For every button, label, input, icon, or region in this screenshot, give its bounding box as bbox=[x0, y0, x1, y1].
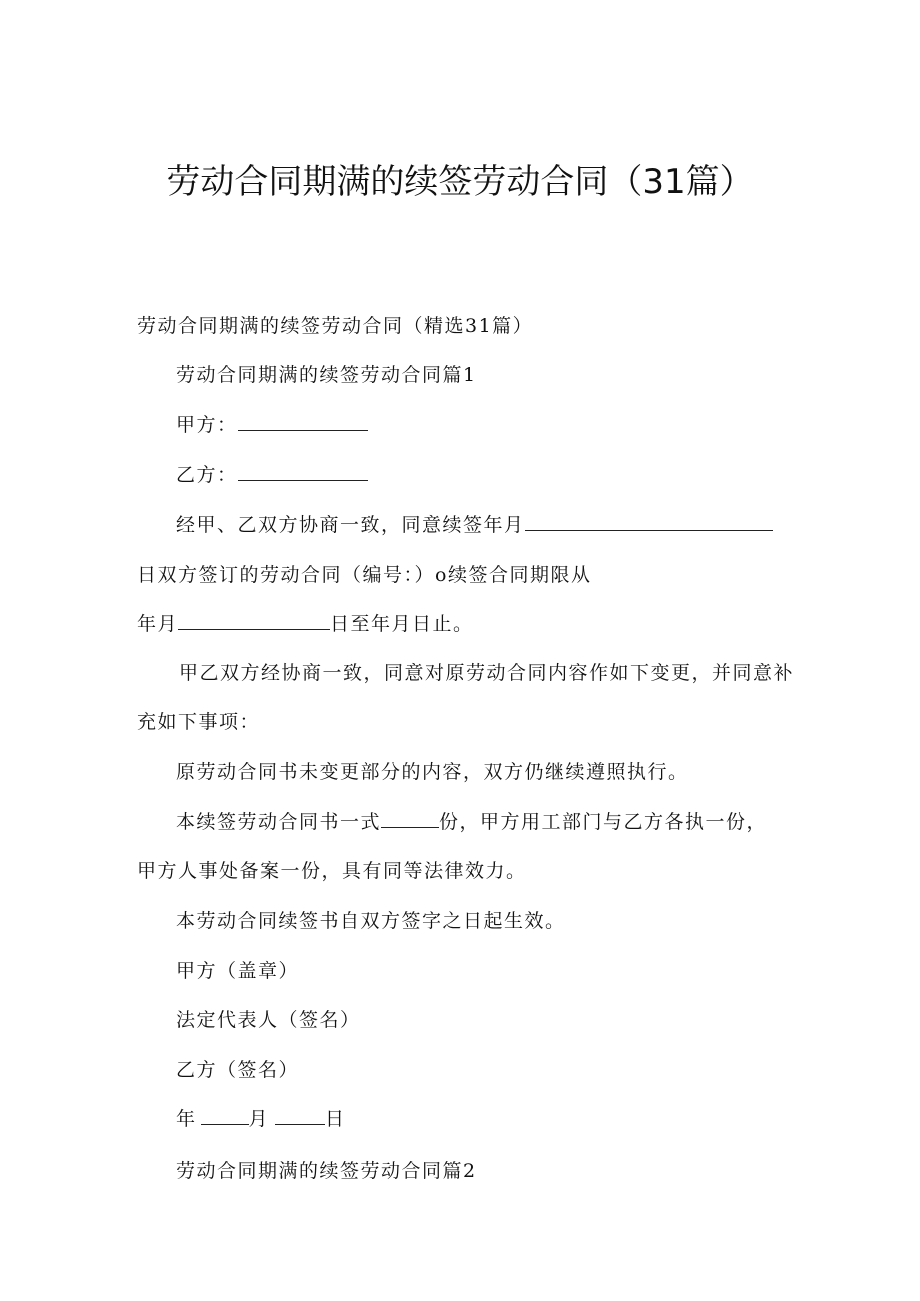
section-2-heading: 劳动合同期满的续签劳动合同篇2 bbox=[176, 1160, 477, 1182]
paragraph-4-line-2: 甲方人事处备案一份，具有同等法律效力。 bbox=[137, 860, 527, 882]
date-day-label: 日 bbox=[325, 1108, 346, 1130]
paragraph-3: 原劳动合同书未变更部分的内容，双方仍继续遵照执行。 bbox=[176, 761, 689, 783]
copies-blank bbox=[381, 809, 439, 828]
document-subtitle: 劳动合同期满的续签劳动合同（精选31篇） bbox=[137, 315, 534, 337]
party-a-label: 甲方： bbox=[176, 414, 238, 436]
date-day-blank bbox=[275, 1106, 325, 1125]
paragraph-4-line-1 bbox=[176, 809, 767, 835]
paragraph-2-line-2: 充如下事项： bbox=[137, 711, 261, 733]
paragraph-4-line-1-end: 份，甲方用工部门与乙方各执一份， bbox=[439, 811, 768, 833]
party-b-label: 乙方： bbox=[176, 464, 238, 486]
party-a-line bbox=[176, 412, 368, 438]
party-b-line bbox=[176, 462, 368, 488]
party-b-blank bbox=[238, 462, 368, 481]
paragraph-1-line-1-text: 经甲、乙双方协商一致，同意续签年月 bbox=[176, 514, 525, 536]
legal-representative-line: 法定代表人（签名） bbox=[176, 1009, 361, 1031]
date-month-label: 月 bbox=[248, 1108, 270, 1130]
date-year-label: 年 bbox=[176, 1108, 197, 1130]
party-a-blank bbox=[238, 412, 368, 431]
renew-date-blank bbox=[525, 512, 773, 531]
section-1-heading: 劳动合同期满的续签劳动合同篇1 bbox=[176, 364, 477, 386]
party-a-seal-line: 甲方（盖章） bbox=[176, 960, 300, 982]
document-title: 劳动合同期满的续签劳动合同（31篇） bbox=[166, 162, 754, 202]
date-month-blank bbox=[201, 1106, 249, 1125]
paragraph-1-line-3 bbox=[137, 611, 474, 637]
term-start-blank bbox=[178, 611, 330, 630]
signing-date-line bbox=[176, 1106, 346, 1132]
paragraph-5: 本劳动合同续签书自双方签字之日起生效。 bbox=[176, 910, 566, 932]
paragraph-1-line-3-start: 年月 bbox=[137, 613, 179, 635]
party-b-signature-line: 乙方（签名） bbox=[176, 1059, 300, 1081]
paragraph-4-line-1-start: 本续签劳动合同书一式 bbox=[176, 811, 382, 833]
paragraph-1-line-2: 日双方签订的劳动合同（编号：）o续签合同期限从 bbox=[137, 564, 592, 586]
paragraph-1-line-1 bbox=[176, 512, 773, 538]
paragraph-2-line-1: 甲乙双方经协商一致，同意对原劳动合同内容作如下变更，并同意补 bbox=[179, 662, 795, 684]
paragraph-1-line-3-end: 日至年月日止。 bbox=[330, 613, 474, 635]
